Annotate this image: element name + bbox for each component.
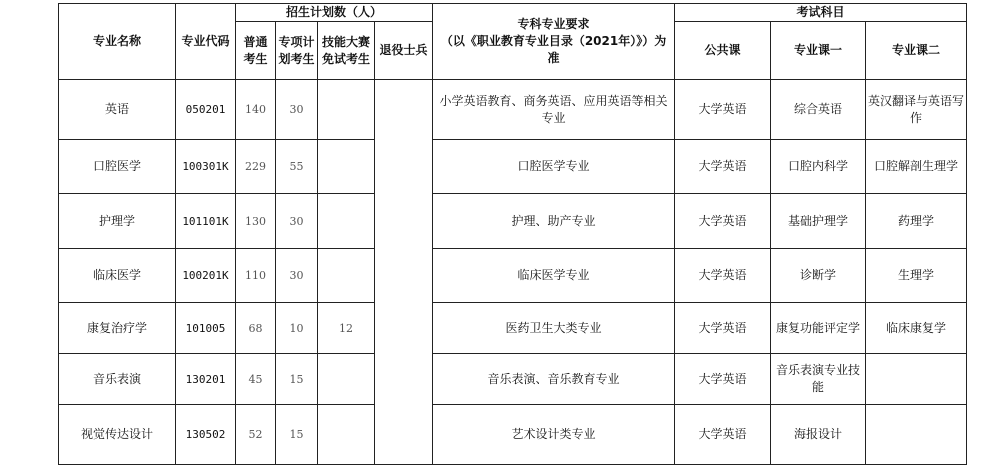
course1-cell: 基础护理学 — [771, 194, 866, 249]
special-count-cell: 15 — [276, 354, 318, 405]
requirement-cell: 医药卫生大类专业 — [433, 303, 675, 354]
public-course-cell: 大学英语 — [675, 249, 771, 303]
course1-cell: 海报设计 — [771, 405, 866, 465]
public-course-cell: 大学英语 — [675, 354, 771, 405]
header-major-name: 专业名称 — [59, 4, 176, 80]
table-row — [59, 354, 967, 405]
veteran-count-cell — [375, 80, 433, 465]
major-code-cell: 101101K — [176, 194, 236, 249]
major-name-cell: 视觉传达设计 — [59, 405, 176, 465]
header-requirement — [433, 4, 675, 80]
enrollment-table — [58, 3, 967, 465]
header-course2: 专业课二 — [866, 22, 967, 80]
skill-exempt-count-cell — [318, 249, 375, 303]
header-requirement-line2: （以《职业教育专业目录（2021年）》）为准 — [440, 34, 667, 65]
header-course1: 专业课一 — [771, 22, 866, 80]
header-major-code: 专业代码 — [176, 4, 236, 80]
skill-exempt-count-cell: 12 — [318, 303, 375, 354]
course2-cell — [866, 354, 967, 405]
skill-exempt-count-cell — [318, 80, 375, 140]
table-row — [59, 194, 967, 249]
skill-exempt-count-cell — [318, 354, 375, 405]
public-course-cell: 大学英语 — [675, 80, 771, 140]
public-course-cell: 大学英语 — [675, 405, 771, 465]
requirement-cell: 音乐表演、音乐教育专业 — [433, 354, 675, 405]
course2-cell: 临床康复学 — [866, 303, 967, 354]
special-count-cell: 55 — [276, 140, 318, 194]
course2-cell: 药理学 — [866, 194, 967, 249]
regular-count-cell: 140 — [236, 80, 276, 140]
table-row — [59, 303, 967, 354]
course1-cell: 口腔内科学 — [771, 140, 866, 194]
skill-exempt-count-cell — [318, 194, 375, 249]
regular-count-cell: 52 — [236, 405, 276, 465]
header-skill-exempt: 技能大赛免试考生 — [318, 22, 375, 80]
header-public-course: 公共课 — [675, 22, 771, 80]
requirement-cell: 临床医学专业 — [433, 249, 675, 303]
header-exam-subjects: 考试科目 — [675, 4, 967, 22]
requirement-cell: 艺术设计类专业 — [433, 405, 675, 465]
course2-cell — [866, 405, 967, 465]
special-count-cell: 10 — [276, 303, 318, 354]
table-row — [59, 249, 967, 303]
requirement-cell: 口腔医学专业 — [433, 140, 675, 194]
requirement-cell: 小学英语教育、商务英语、应用英语等相关专业 — [433, 80, 675, 140]
major-code-cell: 130502 — [176, 405, 236, 465]
course2-cell: 生理学 — [866, 249, 967, 303]
course1-cell: 音乐表演专业技能 — [771, 354, 866, 405]
header-regular: 普通考生 — [236, 22, 276, 80]
regular-count-cell: 45 — [236, 354, 276, 405]
special-count-cell: 15 — [276, 405, 318, 465]
regular-count-cell: 68 — [236, 303, 276, 354]
header-requirement-line1: 专科专业要求 — [517, 17, 590, 31]
regular-count-cell: 110 — [236, 249, 276, 303]
major-name-cell: 康复治疗学 — [59, 303, 176, 354]
major-code-cell: 100301K — [176, 140, 236, 194]
major-name-cell: 护理学 — [59, 194, 176, 249]
major-code-cell: 101005 — [176, 303, 236, 354]
header-enroll-plan: 招生计划数（人） — [236, 4, 433, 22]
table-row — [59, 80, 967, 140]
regular-count-cell: 130 — [236, 194, 276, 249]
course2-cell: 口腔解剖生理学 — [866, 140, 967, 194]
course1-cell: 诊断学 — [771, 249, 866, 303]
table-row — [59, 405, 967, 465]
major-name-cell: 临床医学 — [59, 249, 176, 303]
public-course-cell: 大学英语 — [675, 194, 771, 249]
header-veteran: 退役士兵 — [375, 22, 433, 80]
skill-exempt-count-cell — [318, 405, 375, 465]
regular-count-cell: 229 — [236, 140, 276, 194]
skill-exempt-count-cell — [318, 140, 375, 194]
major-name-cell: 音乐表演 — [59, 354, 176, 405]
public-course-cell: 大学英语 — [675, 303, 771, 354]
major-code-cell: 050201 — [176, 80, 236, 140]
major-name-cell: 英语 — [59, 80, 176, 140]
major-code-cell: 100201K — [176, 249, 236, 303]
requirement-cell: 护理、助产专业 — [433, 194, 675, 249]
special-count-cell: 30 — [276, 249, 318, 303]
header-special: 专项计划考生 — [276, 22, 318, 80]
course2-cell: 英汉翻译与英语写作 — [866, 80, 967, 140]
special-count-cell: 30 — [276, 80, 318, 140]
table-row — [59, 140, 967, 194]
public-course-cell: 大学英语 — [675, 140, 771, 194]
special-count-cell: 30 — [276, 194, 318, 249]
major-name-cell: 口腔医学 — [59, 140, 176, 194]
course1-cell: 康复功能评定学 — [771, 303, 866, 354]
course1-cell: 综合英语 — [771, 80, 866, 140]
major-code-cell: 130201 — [176, 354, 236, 405]
